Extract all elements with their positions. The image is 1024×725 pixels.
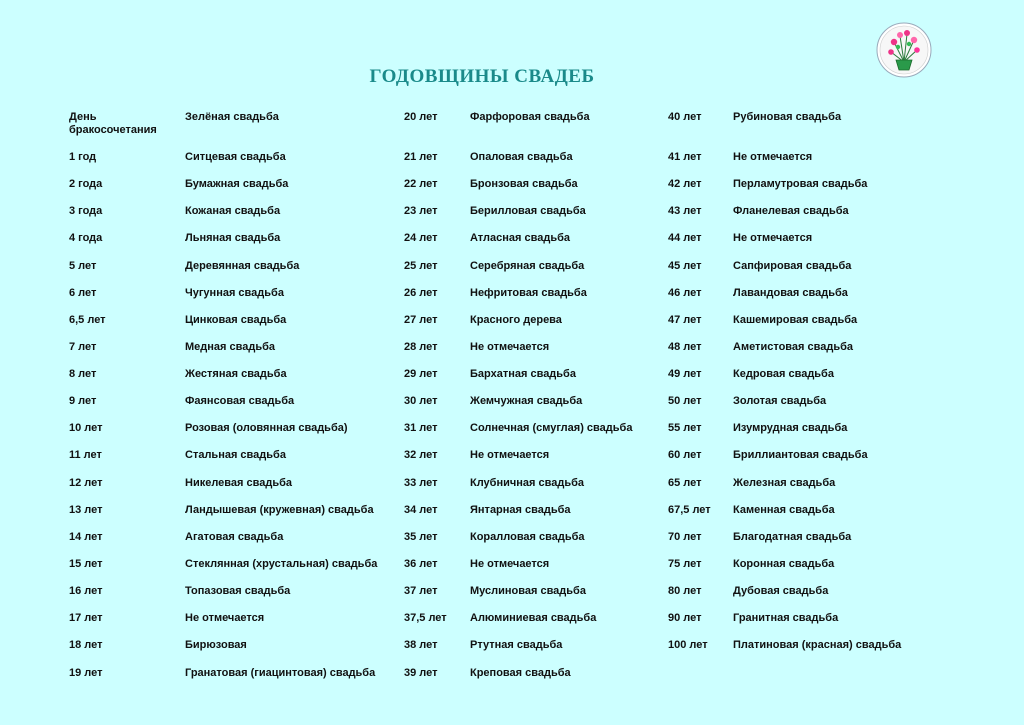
col1-name: Кожаная свадьба [185,205,281,217]
col1-years: 7 лет [69,341,97,353]
col1-years: 5 лет [69,260,97,272]
col1-years: 8 лет [69,368,97,380]
col3-name: Благодатная свадьба [733,531,852,543]
col3-name: Железная свадьба [733,477,836,489]
col3-years: 43 лет [668,205,702,217]
col3-name: Кашемировая свадьба [733,314,858,326]
col3-years: 42 лет [668,178,702,190]
col1-name: Топазовая свадьба [185,585,291,597]
col1-name: Бирюзовая [185,639,247,651]
col2-years: 30 лет [404,395,438,407]
col1-name: Жестяная свадьба [185,368,287,380]
col3-name: Кедровая свадьба [733,368,834,380]
col1-name: Стальная свадьба [185,449,286,461]
col3-name: Изумрудная свадьба [733,422,848,434]
col3-years: 44 лет [668,232,702,244]
col2-years: 37,5 лет [404,612,447,624]
col2-name: Алюминиевая свадьба [470,612,597,624]
col3-years: 70 лет [668,531,702,543]
col3-years: 65 лет [668,477,702,489]
col2-name: Красного дерева [470,314,562,326]
col3-name: Платиновая (красная) свадьба [733,639,902,651]
col1-name: Ландышевая (кружевная) свадьба [185,504,374,516]
col1-years: 18 лет [69,639,103,651]
col2-years: 28 лет [404,341,438,353]
col1-name: Льняная свадьба [185,232,281,244]
col1-name: Цинковая свадьба [185,314,287,326]
col3-name: Не отмечается [733,151,813,163]
col3-years: 41 лет [668,151,702,163]
header-day-label: День бракосочетания [69,111,157,136]
col3-years: 100 лет [668,639,708,651]
col1-years: 2 года [69,178,103,190]
col2-name: Бархатная свадьба [470,368,576,380]
col3-years: 80 лет [668,585,702,597]
col1-name: Чугунная свадьба [185,287,284,299]
col2-name: Берилловая свадьба [470,205,586,217]
col2-name: Атласная свадьба [470,232,571,244]
col2-years: 37 лет [404,585,438,597]
page-title: ГОДОВЩИНЫ СВАДЕБ [369,66,595,87]
col2-years: 23 лет [404,205,438,217]
header-green-wedding: Зелёная свадьба [185,111,279,123]
col1-name: Фаянсовая свадьба [185,395,295,407]
col3-name: Бриллиантовая свадьба [733,449,868,461]
col1-name: Гранатовая (гиацинтовая) свадьба [185,667,376,679]
col2-name: Не отмечается [470,341,550,353]
col3-name: Перламутровая свадьба [733,178,868,190]
col1-years: 4 года [69,232,103,244]
col1-years: 17 лет [69,612,103,624]
col3-years: 67,5 лет [668,504,711,516]
col2-years: 35 лет [404,531,438,543]
col1-years: 15 лет [69,558,103,570]
col2-name: Солнечная (смуглая) свадьба [470,422,633,434]
col3-name: Не отмечается [733,232,813,244]
col3-name: Дубовая свадьба [733,585,829,597]
col1-years: 19 лет [69,667,103,679]
col2-years: 39 лет [404,667,438,679]
col1-name: Деревянная свадьба [185,260,300,272]
col1-name: Бумажная свадьба [185,178,289,190]
col3-years: 49 лет [668,368,702,380]
col3-years: 48 лет [668,341,702,353]
col3-years: 47 лет [668,314,702,326]
col2-years: 31 лет [404,422,438,434]
col2-years: 26 лет [404,287,438,299]
col2-years: 33 лет [404,477,438,489]
col2-years: 36 лет [404,558,438,570]
col1-years: 10 лет [69,422,103,434]
col1-years: 14 лет [69,531,103,543]
col2-name: Креповая свадьба [470,667,571,679]
col2-name: Не отмечается [470,558,550,570]
col2-name: Ртутная свадьба [470,639,563,651]
col1-years: 12 лет [69,477,103,489]
col1-name: Никелевая свадьба [185,477,293,489]
col2-name: Жемчужная свадьба [470,395,583,407]
col2-name: Муслиновая свадьба [470,585,586,597]
col3-name: Фланелевая свадьба [733,205,849,217]
col2-years: 24 лет [404,232,438,244]
col1-years: 6,5 лет [69,314,106,326]
col3-name: Золотая свадьба [733,395,827,407]
header-porcelain-wedding: Фарфоровая свадьба [470,111,590,123]
col2-name: Янтарная свадьба [470,504,571,516]
col2-name: Нефритовая свадьба [470,287,587,299]
col1-years: 13 лет [69,504,103,516]
col2-name: Коралловая свадьба [470,531,585,543]
col2-name: Не отмечается [470,449,550,461]
col3-years: 55 лет [668,422,702,434]
col3-years: 90 лет [668,612,702,624]
col3-name: Лавандовая свадьба [733,287,848,299]
col2-name: Серебряная свадьба [470,260,585,272]
col1-name: Стеклянная (хрустальная) свадьба [185,558,378,570]
col2-years: 25 лет [404,260,438,272]
col1-years: 16 лет [69,585,103,597]
col1-years: 6 лет [69,287,97,299]
col2-years: 27 лет [404,314,438,326]
header-40-years: 40 лет [668,111,702,123]
col2-years: 29 лет [404,368,438,380]
col2-years: 22 лет [404,178,438,190]
col3-name: Сапфировая свадьба [733,260,852,272]
col1-years: 11 лет [69,449,102,461]
col1-name: Агатовая свадьба [185,531,284,543]
col3-name: Каменная свадьба [733,504,835,516]
col2-years: 38 лет [404,639,438,651]
col3-name: Гранитная свадьба [733,612,839,624]
col3-years: 46 лет [668,287,702,299]
col1-name: Медная свадьба [185,341,276,353]
col2-years: 34 лет [404,504,438,516]
col2-name: Клубничная свадьба [470,477,585,489]
col2-name: Бронзовая свадьба [470,178,578,190]
col2-name: Опаловая свадьба [470,151,573,163]
col2-years: 21 лет [404,151,438,163]
col1-name: Розовая (оловянная свадьба) [185,422,348,434]
col2-years: 32 лет [404,449,438,461]
col1-name: Ситцевая свадьба [185,151,286,163]
col3-years: 50 лет [668,395,702,407]
col1-name: Не отмечается [185,612,265,624]
col1-years: 9 лет [69,395,97,407]
col1-years: 1 год [69,151,97,163]
header-20-years: 20 лет [404,111,438,123]
col3-years: 60 лет [668,449,702,461]
col3-years: 75 лет [668,558,702,570]
col1-years: 3 года [69,205,103,217]
header-ruby-wedding: Рубиновая свадьба [733,111,842,123]
col3-name: Аметистовая свадьба [733,341,854,353]
col3-name: Коронная свадьба [733,558,835,570]
col3-years: 45 лет [668,260,702,272]
